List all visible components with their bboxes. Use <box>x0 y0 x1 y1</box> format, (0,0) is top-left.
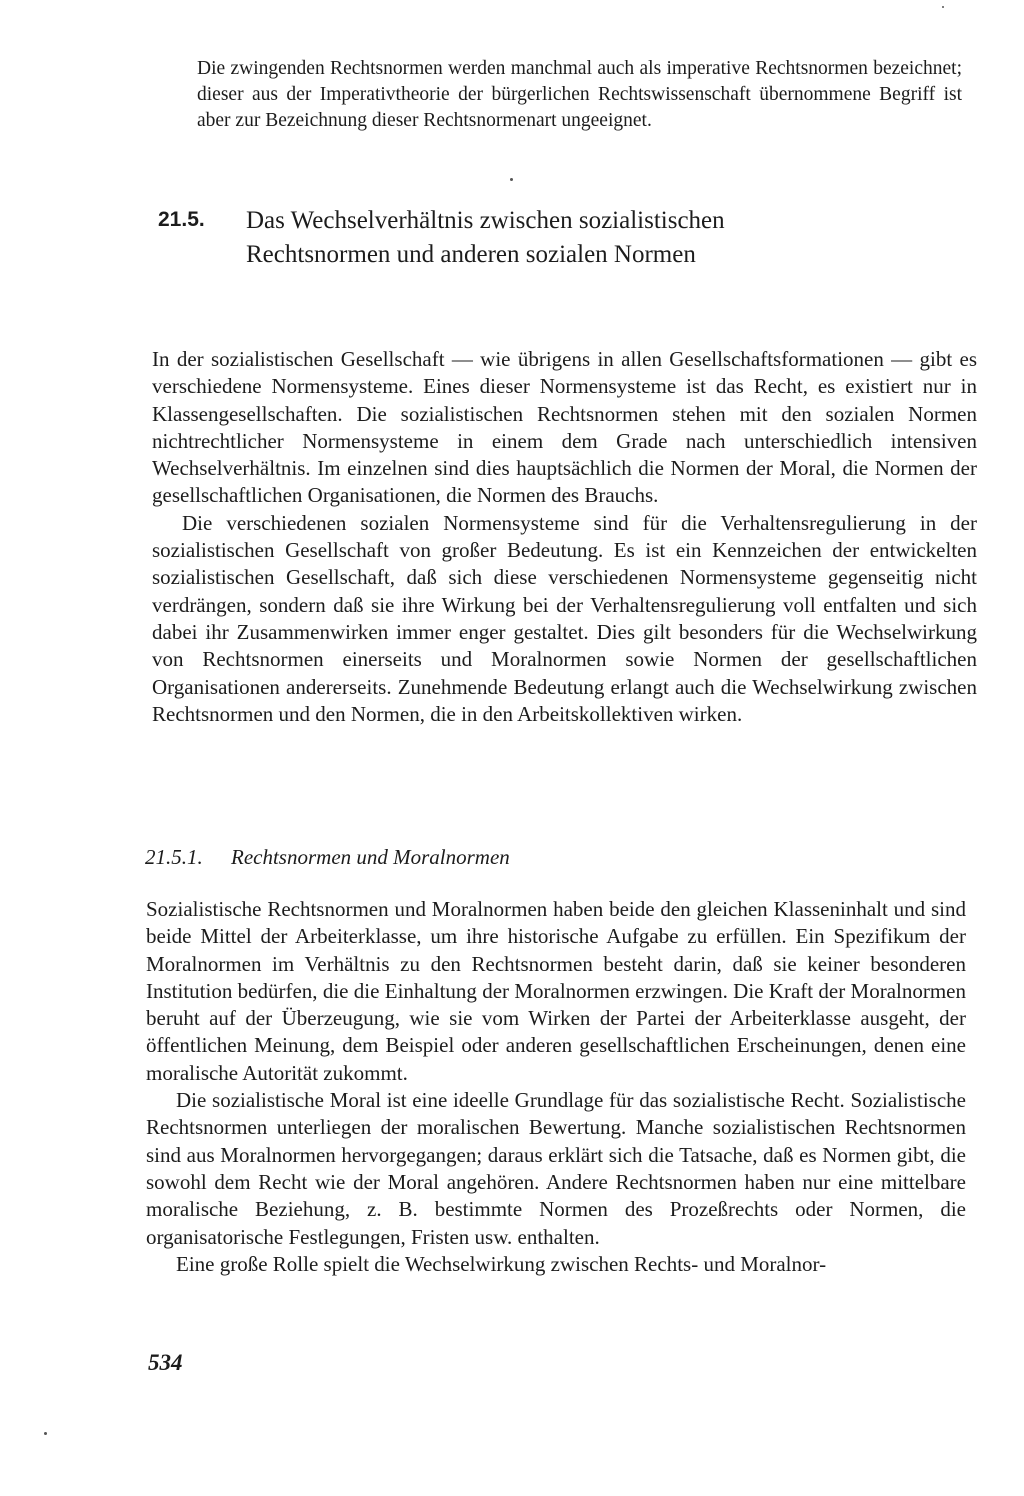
paragraph: Sozialistische Rechtsnormen und Moralnormen haben beide den gleichen Klasseninhalt und sind beide Mittel der Arbeiterklasse, um ihre historische Aufgabe zu erfüllen. Ein Spezifikum der Moralnormen im Verhältnis zu den Rechtsnormen besteht darin, daß sie keiner besonderen Institution bedürfen, die die Einhaltung der Moralnormen erzwingen. Die Kraft der Moralnormen beruht auf der Überzeugung, wie sie vom Wirken der Partei der Arbeiterklasse ausgeht, der öffentlichen Meinung, dem Beispiel oder anderen gesellschaftlichen Erscheinungen, denen eine moralische Autorität zukommt. <box>146 897 966 1085</box>
subsection-title: Rechtsnormen und Moralnormen <box>231 845 510 869</box>
section-number: 21.5. <box>158 208 205 231</box>
paragraph: Die verschiedenen sozialen Normensysteme sind für die Verhaltensregulierung in der sozialistischen Gesellschaft von großer Bedeutung. Es ist ein Kennzeichen der entwickelten sozialistischen Gesellschaft, daß sich diese verschiedenen Normensysteme gegenseitig nicht verdrängen, sondern daß sie ihre Wirkung bei der Verhaltensregulierung voll entfalten und sich dabei ihr Zusammenwirken immer enger gestaltet. Dies gilt besonders für die Wechselwirkung von Rechtsnormen einerseits und Moralnormen sowie Normen der gesellschaftlichen Organisationen andererseits. Zunehmende Bedeutung erlangt auch die Wechselwirkung zwischen Rechtsnormen und den Normen, die in den Arbeitskollektiven wirken. <box>152 510 977 726</box>
paragraph: In der sozialistischen Gesellschaft — wie übrigens in allen Gesellschaftsformationen — gibt es verschiedene Normensysteme. Eines dieser Normensysteme ist das Recht, es existiert nur in Klassengesellschaften. Die sozialistischen Rechtsnormen stehen mit den sozialen Normen nichtrechtlicher Normensysteme in einem dem Grade nach unterschiedlich intensiven Wechselverhältnis. Im einzelnen sind dies hauptsächlich die Normen der Moral, die Normen der gesellschaftlichen Organisationen, die Normen des Brauchs. <box>152 347 977 508</box>
page-number: 534 <box>148 1350 183 1375</box>
subsection-body <box>146 896 966 1278</box>
subsection-heading <box>145 842 845 872</box>
note-paragraph: Die zwingenden Rechtsnormen werden manchmal auch als imperative Rechtsnormen bezeichnet; dieser aus der Imperativtheorie der bürgerlichen Rechtswissenschaft übernommene Begriff ist aber zur Bezeichnung dieser Rechtsnormenart ungeeignet. <box>197 58 962 131</box>
subsection-number: 21.5.1. <box>145 845 203 869</box>
print-speck <box>942 6 944 8</box>
section-title: Das Wechselverhältnis zwischen sozialistischen Rechtsnormen und anderen sozialen Normen <box>246 207 725 268</box>
paragraph: Die sozialistische Moral ist eine ideelle Grundlage für das sozialistische Recht. Sozialistische Rechtsnormen unterliegen der moralischen Bewertung. Manche sozialistischen Rechtsnormen sind aus Moralnormen hervorgegangen; daraus erklärt sich die Tatsache, daß es Normen gibt, die sowohl dem Recht wie der Moral angehören. Andere Rechtsnormen haben nur eine mittelbare moralische Beziehung, z. B. bestimmte Normen des Prozeßrechts oder Normen, die organisatorische Festlegungen, Fristen usw. enthalten. <box>146 1088 966 1249</box>
print-speck <box>510 178 513 181</box>
print-speck <box>44 1432 47 1435</box>
section-body <box>152 346 977 728</box>
paragraph: Eine große Rolle spielt die Wechselwirkung zwischen Rechts- und Moralnor- <box>176 1251 827 1276</box>
